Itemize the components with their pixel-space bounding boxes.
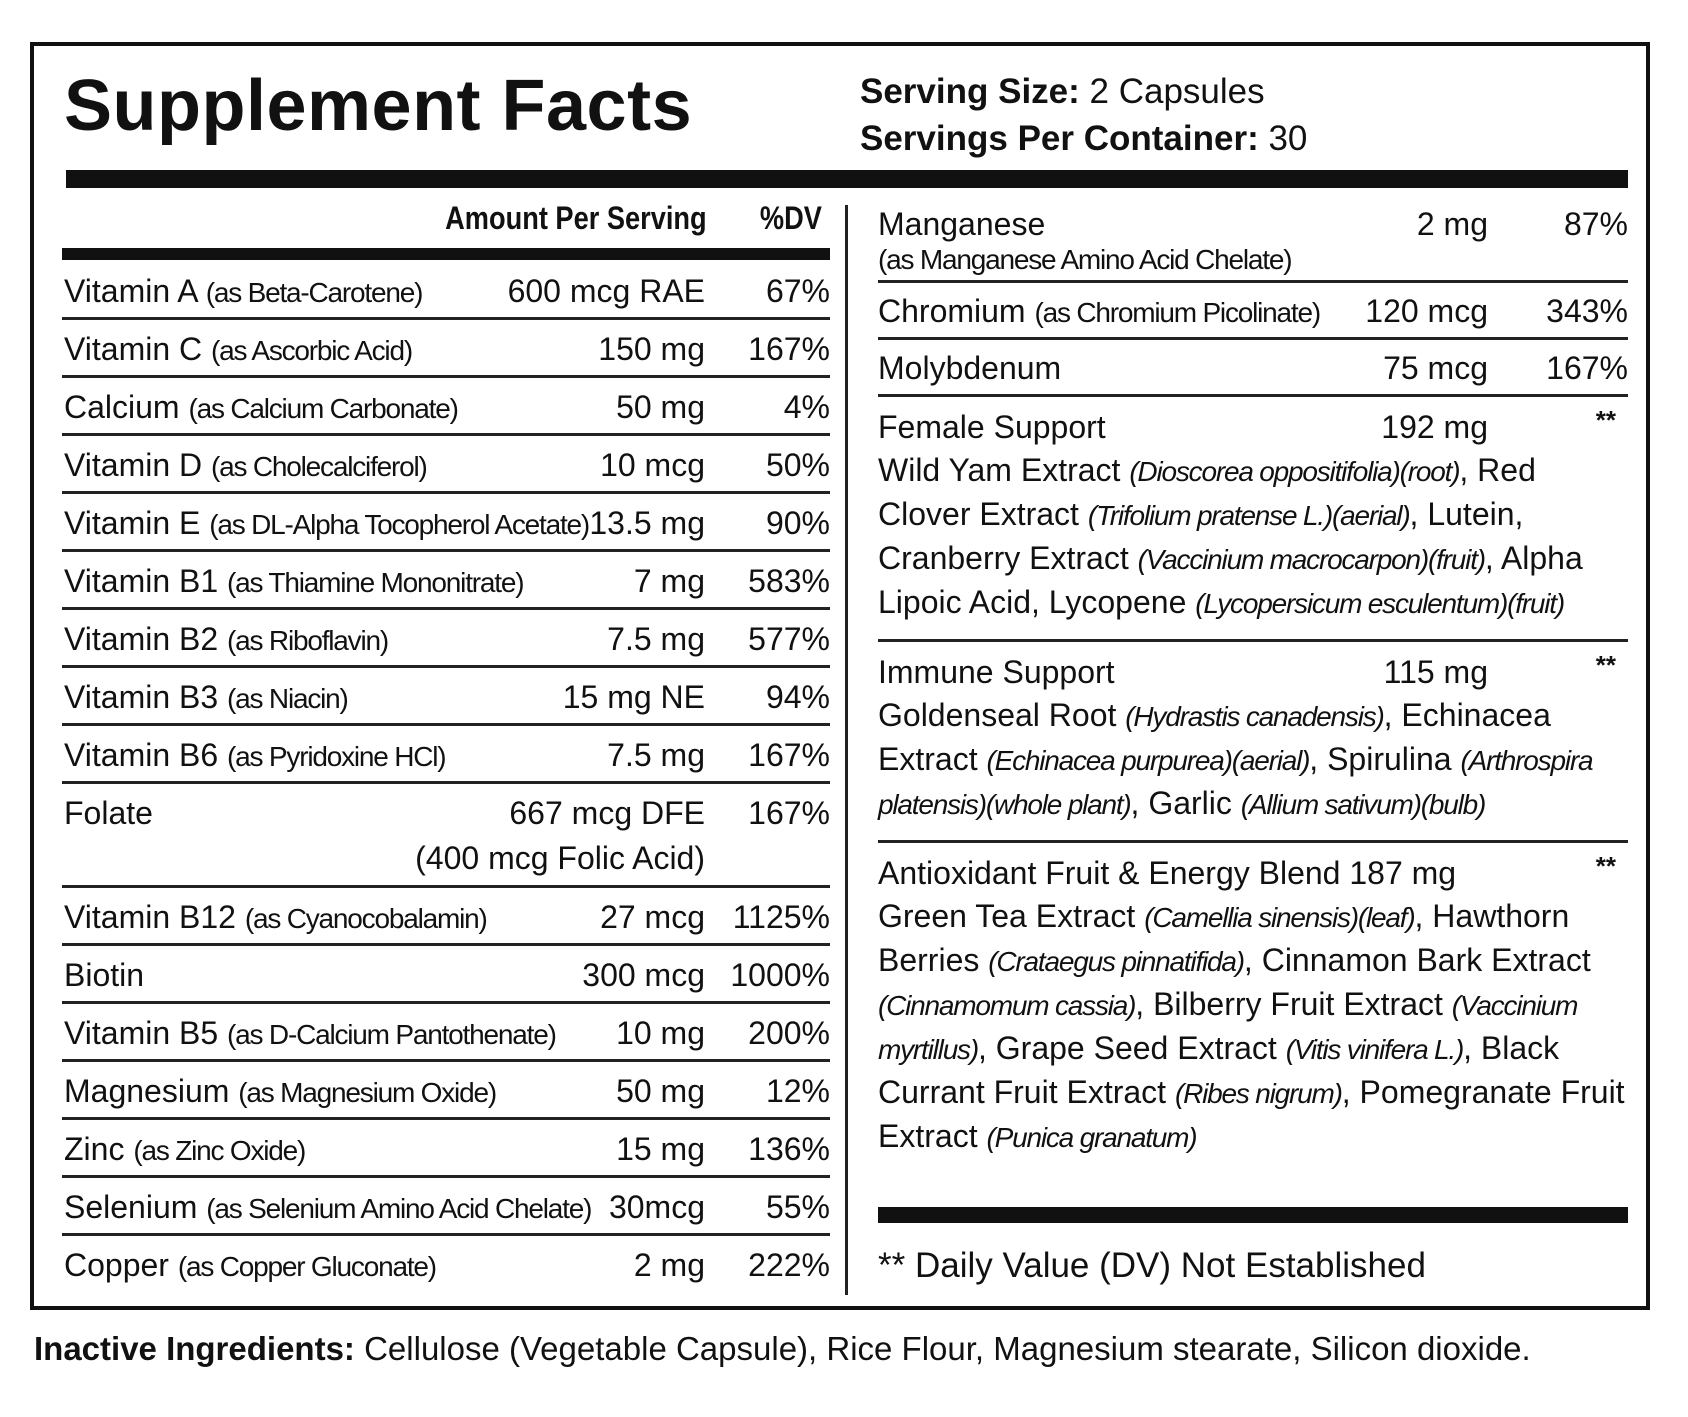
nutrient-amount: 30mcg <box>608 1189 705 1225</box>
nutrient-name: Vitamin B3 <box>64 679 219 715</box>
nutrient-source: (as Niacin) <box>227 683 348 714</box>
nutrient-label <box>64 795 153 832</box>
nutrient-name: Chromium <box>878 293 1026 329</box>
nutrient-source: (as Zinc Oxide) <box>133 1135 306 1166</box>
nutrient-amount: 150 mg <box>598 331 705 367</box>
table-row <box>62 1236 830 1291</box>
table-row <box>62 1004 830 1062</box>
table-row <box>62 668 830 726</box>
nutrient-label <box>64 1015 556 1052</box>
blend-amount: 192 mg <box>1381 409 1488 445</box>
nutrient-name: Manganese <box>878 206 1046 242</box>
nutrient-amount: 120 mcg <box>1365 293 1488 329</box>
blend-ingredients <box>878 449 1628 639</box>
botanical-name: (Cinnamomum cassia) <box>878 990 1136 1021</box>
nutrient-name: Vitamin B1 <box>64 563 219 599</box>
blend-name: Immune Support <box>878 654 1115 690</box>
ingredient-text: , Garlic <box>1130 785 1241 821</box>
ingredient-text: , Echinacea Extract <box>878 697 1551 777</box>
dv-not-established-mark: ** <box>1595 405 1616 435</box>
nutrient-label <box>64 505 589 542</box>
ingredient-text: , Bilberry Fruit Extract <box>1135 986 1452 1022</box>
ingredient-text: , Alpha Lipoic Acid, Lycopene <box>878 540 1583 620</box>
nutrient-amount: 10 mcg <box>600 447 705 483</box>
table-row-molybdenum <box>878 340 1628 397</box>
nutrient-dv: 577% <box>748 621 830 657</box>
nutrient-amount: 2 mg <box>1416 206 1488 242</box>
nutrient-dv: 4% <box>783 389 830 425</box>
nutrient-amount: 600 mcg RAE <box>507 273 705 309</box>
table-row-manganese <box>878 200 1628 283</box>
ingredient-text: , Lutein, Cranberry Extract <box>878 496 1524 576</box>
ingredient-text: , Red Clover Extract <box>878 452 1536 532</box>
table-header <box>62 200 830 248</box>
nutrient-name: Calcium <box>64 389 180 425</box>
botanical-name: (Trifolium pratense L.)(aerial) <box>1087 500 1410 531</box>
blend-name <box>878 855 1456 892</box>
nutrient-source: (as D-Calcium Pantothenate) <box>227 1019 556 1050</box>
nutrient-dv: 12% <box>765 1073 830 1109</box>
nutrient-label <box>64 273 422 310</box>
nutrient-label <box>64 447 427 484</box>
nutrient-amount: 27 mcg <box>600 899 705 935</box>
table-row <box>62 1178 830 1236</box>
nutrient-label <box>64 621 388 658</box>
nutrient-dv: 67% <box>765 273 830 309</box>
blend-header <box>878 843 1628 895</box>
nutrient-dv: 343% <box>1546 293 1628 329</box>
nutrient-dv: 55% <box>765 1189 830 1225</box>
botanical-name: (Vaccinium myrtillus) <box>878 990 1578 1065</box>
botanical-name: (Vitis vinifera L.) <box>1285 1034 1464 1065</box>
serving-size-value: 2 Capsules <box>1089 72 1265 111</box>
nutrient-table-right <box>878 200 1628 1173</box>
servings-per-container-label: Servings Per Container: <box>860 119 1259 158</box>
serving-info <box>860 68 1307 162</box>
top-divider <box>66 170 1628 188</box>
nutrient-source: (as Magnesium Oxide) <box>238 1077 496 1108</box>
dv-not-established-mark: ** <box>1595 650 1616 680</box>
table-row <box>62 888 830 946</box>
botanical-name: (Hydrastis canadensis) <box>1125 701 1384 732</box>
serving-size-label: Serving Size: <box>860 72 1080 111</box>
bottom-divider <box>878 1207 1628 1223</box>
blend-amount: 187 mg <box>1349 855 1457 891</box>
nutrient-dv: 167% <box>748 737 830 773</box>
nutrient-source: (as Ascorbic Acid) <box>211 335 412 366</box>
ingredient-text: , Cinnamon Bark Extract <box>1243 942 1591 978</box>
nutrient-name: Vitamin B6 <box>64 737 219 773</box>
ingredient-text: , Grape Seed Extract <box>978 1030 1286 1066</box>
blend-immune-support <box>878 642 1628 843</box>
nutrient-source: (as Riboflavin) <box>227 625 388 656</box>
nutrient-dv: 583% <box>748 563 830 599</box>
nutrient-name: Vitamin A <box>64 273 197 309</box>
nutrient-name: Molybdenum <box>878 350 1062 386</box>
table-row <box>62 946 830 1004</box>
nutrient-label <box>878 293 1320 330</box>
nutrient-source: (as Calcium Carbonate) <box>188 393 458 424</box>
nutrient-amount: 13.5 mg <box>589 505 705 541</box>
nutrient-label <box>64 737 445 774</box>
nutrient-amount: 300 mcg <box>582 957 705 993</box>
nutrient-label <box>64 679 348 716</box>
nutrient-amount: 7.5 mg <box>607 737 705 773</box>
inactive-ingredients-label: Inactive Ingredients: <box>34 1330 355 1367</box>
blend-name: Female Support <box>878 409 1106 445</box>
nutrient-label <box>64 331 412 368</box>
inactive-ingredients <box>34 1330 1531 1368</box>
nutrient-source: (as Cholecalciferol) <box>211 451 427 482</box>
table-row <box>62 262 830 320</box>
ingredient-text: , Black Currant Fruit Extract <box>878 1030 1560 1110</box>
nutrient-name: Vitamin B2 <box>64 621 219 657</box>
botanical-name: (Dioscorea oppositifolia)(root) <box>1129 456 1460 487</box>
nutrient-amount: 15 mg <box>616 1131 705 1167</box>
nutrient-amount: 75 mcg <box>1383 350 1488 386</box>
nutrient-amount: 15 mg NE <box>562 679 705 715</box>
nutrient-amount: 7 mg <box>633 563 705 599</box>
nutrient-label <box>64 1073 496 1110</box>
nutrient-label <box>64 1131 305 1168</box>
botanical-name: (Arthrospira platensis)(whole plant) <box>878 745 1593 820</box>
serving-size <box>860 68 1307 115</box>
nutrient-dv: 167% <box>1546 350 1628 386</box>
nutrient-name: Vitamin E <box>64 505 201 541</box>
dv-header: %DV <box>760 200 822 236</box>
nutrient-name: Biotin <box>64 957 145 993</box>
header-divider <box>62 248 830 260</box>
table-row <box>62 1062 830 1120</box>
page-title: Supplement Facts <box>64 66 693 146</box>
table-row <box>62 320 830 378</box>
nutrient-label <box>64 899 487 936</box>
nutrient-name: Folate <box>64 795 153 831</box>
dv-not-established-mark: ** <box>1595 851 1616 881</box>
nutrient-name: Vitamin D <box>64 447 203 483</box>
nutrient-label <box>64 957 144 994</box>
ingredient-text: Wild Yam Extract <box>878 452 1130 488</box>
nutrient-dv: 136% <box>748 1131 830 1167</box>
table-row-chromium <box>878 283 1628 340</box>
nutrient-name: Magnesium <box>64 1073 230 1109</box>
ingredient-text: , Hawthorn Berries <box>878 898 1570 978</box>
amount-per-serving-header: Amount Per Serving <box>445 200 707 236</box>
table-row <box>62 378 830 436</box>
botanical-name: (Ribes nigrum) <box>1174 1078 1342 1109</box>
nutrient-source: (as Selenium Amino Acid Chelate) <box>206 1193 592 1224</box>
nutrient-table-left <box>62 200 830 1291</box>
nutrient-name: Vitamin C <box>64 331 203 367</box>
nutrient-amount: 50 mg <box>616 1073 705 1109</box>
nutrient-amount: 7.5 mg <box>607 621 705 657</box>
botanical-name: (Lycopersicum esculentum)(fruit) <box>1195 588 1565 619</box>
nutrient-dv: 222% <box>748 1247 830 1283</box>
nutrient-source: (as Pyridoxine HCl) <box>227 741 446 772</box>
nutrient-amount: 50 mg <box>616 389 705 425</box>
nutrient-label <box>64 563 523 600</box>
nutrient-label <box>64 1247 436 1284</box>
nutrient-dv: 90% <box>765 505 830 541</box>
nutrient-dv: 87% <box>1563 206 1628 242</box>
nutrient-amount-detail: (400 mcg Folic Acid) <box>415 840 705 876</box>
ingredient-text: Green Tea Extract <box>878 898 1145 934</box>
nutrient-source: (as Manganese Amino Acid Chelate) <box>878 244 1292 275</box>
nutrient-dv: 1125% <box>732 899 830 935</box>
nutrient-amount: 667 mcg DFE <box>509 795 705 831</box>
table-row <box>62 726 830 784</box>
servings-per-container-value: 30 <box>1268 119 1308 158</box>
botanical-name: (Echinacea purpurea)(aerial) <box>986 745 1310 776</box>
nutrient-dv: 1000% <box>730 957 830 993</box>
nutrient-dv: 50% <box>765 447 830 483</box>
nutrient-source: (as Copper Gluconate) <box>177 1251 436 1282</box>
blend-header <box>878 642 1628 694</box>
nutrient-amount: 10 mg <box>616 1015 705 1051</box>
nutrient-source: (as Beta-Carotene) <box>205 277 423 308</box>
nutrient-name: Vitamin B5 <box>64 1015 219 1051</box>
nutrient-name: Copper <box>64 1247 169 1283</box>
nutrient-dv: 167% <box>748 331 830 367</box>
blend-antioxidant <box>878 843 1628 1173</box>
nutrient-amount: 2 mg <box>633 1247 705 1283</box>
blend-ingredients <box>878 895 1628 1173</box>
ingredient-text: , Pomegranate Fruit Extract <box>878 1074 1625 1154</box>
table-row <box>62 784 830 888</box>
table-row <box>62 494 830 552</box>
column-divider <box>845 205 848 1295</box>
nutrient-label <box>64 389 458 426</box>
table-row <box>62 1120 830 1178</box>
table-row <box>62 610 830 668</box>
table-row <box>62 552 830 610</box>
nutrient-label <box>64 1189 591 1226</box>
servings-per-container <box>860 115 1307 162</box>
nutrient-name: Selenium <box>64 1189 198 1225</box>
inactive-ingredients-text: Cellulose (Vegetable Capsule), Rice Flour, Magnesium stearate, Silicon dioxide. <box>364 1330 1531 1367</box>
nutrient-source: (as DL-Alpha Tocopherol Acetate) <box>209 509 590 540</box>
nutrient-source: (as Chromium Picolinate) <box>1034 297 1320 328</box>
nutrient-dv: 200% <box>748 1015 830 1051</box>
nutrient-source: (as Cyanocobalamin) <box>244 903 487 934</box>
blend-female-support <box>878 397 1628 642</box>
blend-ingredients <box>878 694 1628 840</box>
botanical-name: (Vaccinium macrocarpon)(fruit) <box>1137 544 1485 575</box>
dv-footnote: ** Daily Value (DV) Not Established <box>878 1246 1426 1285</box>
nutrient-dv: 94% <box>765 679 830 715</box>
ingredient-text: Goldenseal Root <box>878 697 1126 733</box>
botanical-name: (Punica granatum) <box>986 1122 1197 1153</box>
nutrient-dv: 167% <box>748 795 830 831</box>
ingredient-text: , Spirulina <box>1309 741 1461 777</box>
nutrient-name: Vitamin B12 <box>64 899 236 935</box>
botanical-name: (Allium sativum)(bulb) <box>1240 789 1486 820</box>
blend-header <box>878 397 1628 449</box>
botanical-name: (Camellia sinensis)(leaf) <box>1144 902 1415 933</box>
table-row <box>62 436 830 494</box>
blend-name-text: Antioxidant Fruit & Energy Blend <box>878 855 1341 891</box>
nutrient-name: Zinc <box>64 1131 125 1167</box>
nutrient-rows <box>62 262 830 1291</box>
blend-amount: 115 mg <box>1383 654 1488 690</box>
nutrient-source: (as Thiamine Mononitrate) <box>227 567 524 598</box>
botanical-name: (Crataegus pinnatifida) <box>988 946 1244 977</box>
